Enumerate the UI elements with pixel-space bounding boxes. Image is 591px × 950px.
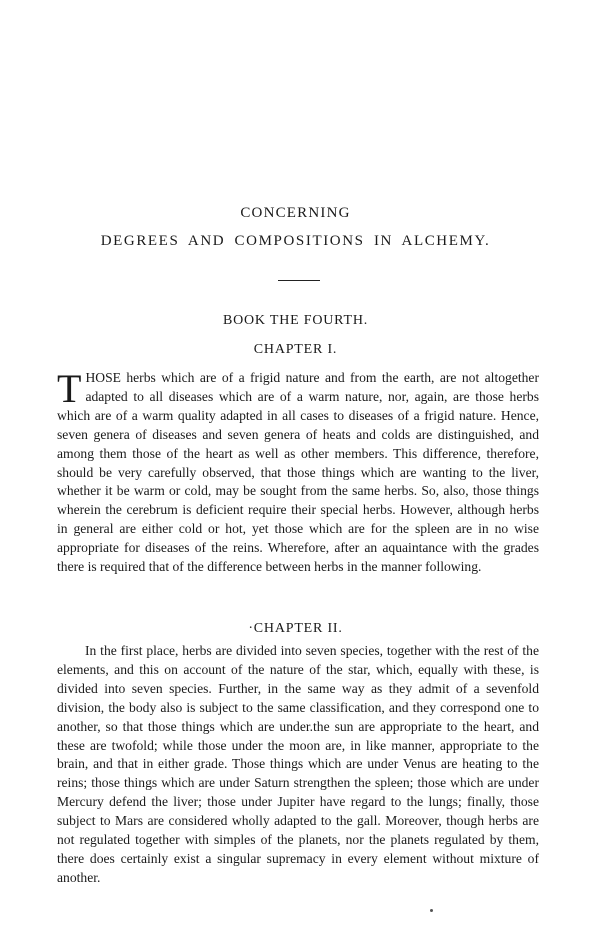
- chapter-1-paragraph: [57, 366, 539, 577]
- drop-cap: T: [57, 366, 82, 411]
- chapter-2-paragraph: In the first place, herbs are divided into seven species, together with the rest of the elements, and this on account of the nature of the star, which, equally with these, is divided into seven species. Further, in the same way as they admit of a sevenfold division, the body also is subject to the same classification, and they correspond one to another, so that those things which are under.the sun are appropriate to the heart, and these are twofold; while those under the moon are, in like manner, appropriate to the brain, and that in either grade. Those things which are under Venus are heating to the reins; those things which are under Saturn strengthen the spleen; those which are under Mercury defend the liver; those under Jupiter have regard to the lungs; finally, those subject to Mars are considered wholly adapted to the gall. Moreover, though herbs are not regulated together with simples of the planets, nor the planets regulated by them, there does certainly exist a singular supremacy in every element without mixture of another.: [57, 643, 539, 885]
- heading-line-1: CONCERNING: [240, 205, 351, 221]
- book-title: BOOK THE FOURTH.: [222, 313, 369, 328]
- chapter-2-title: ·CHAPTER II.: [248, 621, 343, 636]
- ink-speck: [430, 909, 433, 912]
- heading-line-2: DEGREES AND COMPOSITIONS IN ALCHEMY.: [100, 233, 491, 249]
- section-divider: [278, 280, 320, 281]
- chapter-1-title: CHAPTER I.: [253, 342, 338, 357]
- chapter-1-text: HOSE herbs which are of a frigid nature and from the earth, are not altogether adapted to all diseases which are of a warm nature, nor, again, are those herbs which are of a warm quality adapted in all cases to diseases of a frigid nature. Hence, seven genera of diseases and seven genera of heats and colds are distinguished, and among them those of the heart as well as other members. This difference, therefore, should be very carefully observed, that those things which are wanting to the liver, whether it be warm or cold, may be sought from the same herbs. So, also, those things wherein the cerebrum is deficient require their special herbs. However, although herbs in general are either cold or hot, yet those which are for the spleen are in no wise appropriate for diseases of the reins. Wherefore, after an aquaintance with the grades there is required that of the difference between herbs in the manner following.: [57, 370, 539, 575]
